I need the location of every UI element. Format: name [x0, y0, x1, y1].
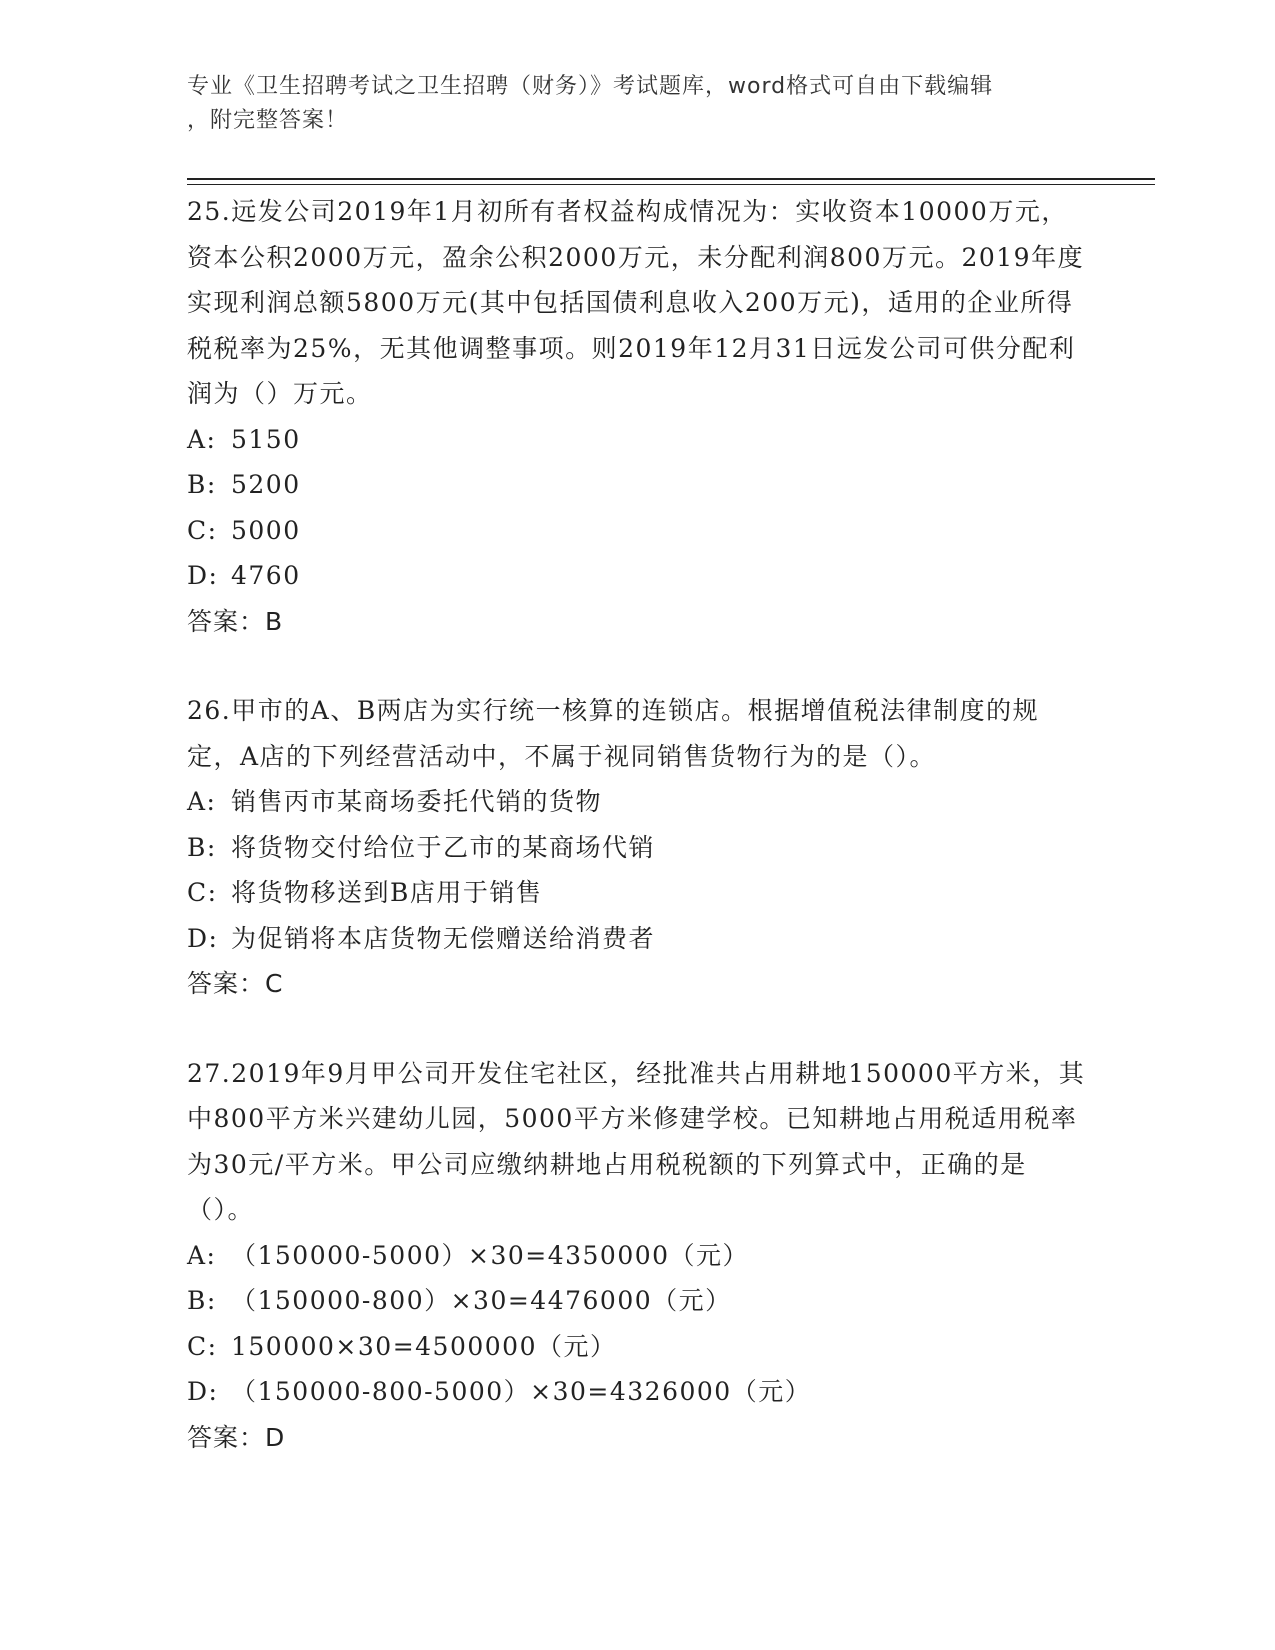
option-letter: C:	[187, 515, 218, 545]
option-text: （150000-800）×30=4476000（元）	[231, 1286, 732, 1315]
option-a	[187, 1233, 1087, 1279]
option-text: 150000×30=4500000（元）	[231, 1331, 617, 1361]
option-text: 将货物移送到B店用于销售	[231, 878, 543, 907]
option-c	[187, 870, 1087, 916]
question-27	[187, 1051, 1087, 1461]
option-d	[187, 553, 1087, 599]
option-text: 5150	[231, 424, 301, 454]
option-letter: C:	[187, 1331, 218, 1361]
option-a	[187, 417, 1087, 463]
header-divider-thin	[187, 184, 1155, 185]
option-letter: D:	[187, 923, 219, 953]
question-stem: 26.甲市的A、B两店为实行统一核算的连锁店。根据增值税法律制度的规定，A店的下列经营活动中，不属于视同销售货物行为的是（）。	[187, 696, 1040, 771]
option-text: 将货物交付给位于乙市的某商场代销	[231, 832, 656, 862]
option-letter: A:	[187, 424, 217, 454]
option-b	[187, 825, 1087, 871]
option-c	[187, 1324, 1087, 1370]
question-stem: 25.远发公司2019年1月初所有者权益构成情况为：实收资本10000万元，资本公积2000万元，盈余公积2000万元，未分配利润800万元。2019年度实现利润总额5800万元(其中包括国债利息收入200万元)，适用的企业所得税税率为25%，无其他调整事项。则2019年12月31日远发公司可供分配利润为（）万元。	[187, 197, 1085, 408]
option-text: （150000-800-5000）×30=4326000（元）	[231, 1377, 812, 1406]
option-letter: C:	[187, 878, 218, 907]
option-d	[187, 1369, 1087, 1415]
option-b	[187, 462, 1087, 508]
option-text: 销售丙市某商场委托代销的货物	[231, 787, 603, 816]
header-line-1: 专业《卫生招聘考试之卫生招聘（财务）》考试题库，word格式可自由下载编辑	[187, 74, 994, 99]
header-line-2: ，附完整答案！	[187, 108, 349, 133]
document-header	[187, 70, 1067, 138]
question-26	[187, 688, 1087, 1007]
option-letter: B:	[187, 1286, 217, 1315]
option-text: （150000-5000）×30=4350000（元）	[231, 1240, 750, 1270]
option-text: 为促销将本店货物无偿赠送给消费者	[231, 923, 656, 953]
question-list	[187, 189, 1087, 1504]
option-c	[187, 508, 1087, 554]
option-letter: B:	[187, 832, 217, 862]
option-a	[187, 779, 1087, 825]
option-d	[187, 916, 1087, 962]
answer-line: 答案：D	[187, 1422, 286, 1452]
answer-line: 答案：C	[187, 969, 284, 998]
header-divider-thick	[187, 178, 1155, 180]
option-letter: A:	[187, 1240, 217, 1270]
option-text: 5000	[231, 515, 301, 545]
question-stem: 27.2019年9月甲公司开发住宅社区，经批准共占用耕地150000平方米，其中800平方米兴建幼儿园，5000平方米修建学校。已知耕地占用税适用税率为30元/平方米。甲公司应缴纳耕地占用税税额的下列算式中，正确的是（）。	[187, 1058, 1086, 1224]
option-letter: D:	[187, 1377, 219, 1406]
question-25	[187, 189, 1087, 644]
option-text: 5200	[231, 470, 301, 499]
option-text: 4760	[231, 561, 301, 590]
option-letter: B:	[187, 470, 217, 499]
answer-line: 答案：B	[187, 606, 284, 636]
option-letter: A:	[187, 787, 217, 816]
option-letter: D:	[187, 561, 219, 590]
option-b	[187, 1278, 1087, 1324]
